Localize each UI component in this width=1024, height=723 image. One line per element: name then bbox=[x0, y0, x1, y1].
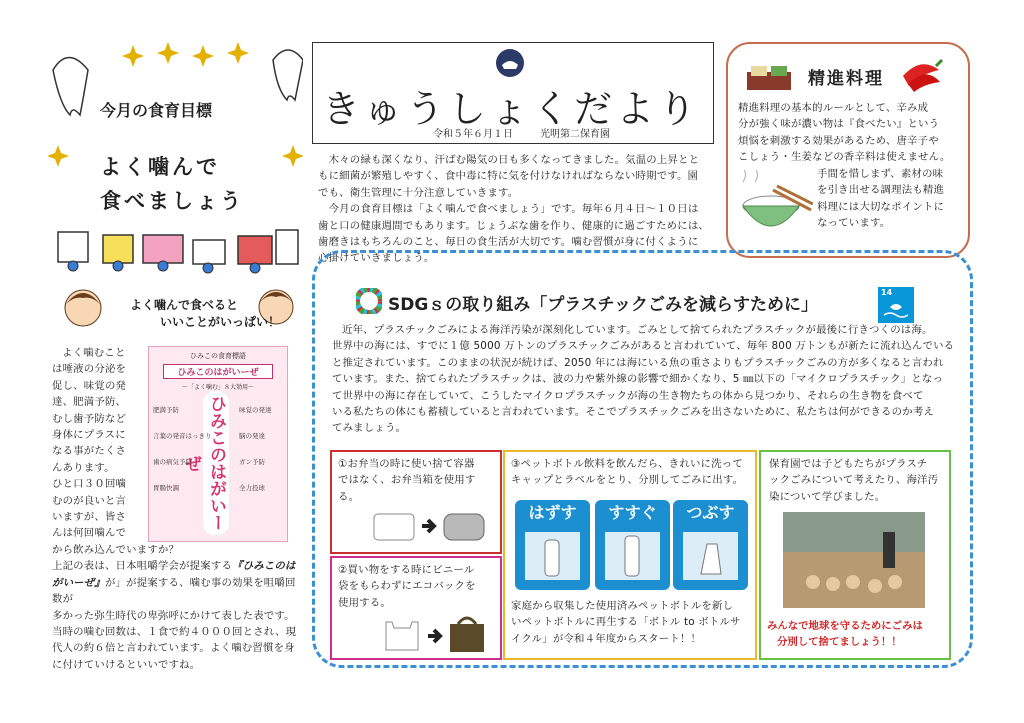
chew-column-text bbox=[52, 345, 144, 542]
poster-item: 歯の病気予防 bbox=[153, 458, 192, 466]
sdg14-badge bbox=[878, 287, 914, 323]
bento-icon bbox=[745, 60, 795, 94]
sdgs-line: いる私たちの体にも蓄積していると言われています。そこでプラスチックごみを出さないために、私たちは何ができるのか考え bbox=[332, 406, 934, 419]
chew-source-line bbox=[52, 558, 302, 574]
sdgs-line: と推定されています。このままの状況が続けば、2050 年には海にいる魚の重さよりもプラスチックごみの方が多くなると言われ bbox=[332, 356, 944, 369]
tip-box-ecobag bbox=[330, 556, 502, 660]
himiko-poster bbox=[148, 346, 288, 542]
chew-line: 促し、味覚の発 bbox=[52, 379, 127, 392]
chew-line: なる事がたくさ bbox=[52, 445, 127, 458]
poster-item: 味覚の発達 bbox=[239, 406, 272, 414]
chew-line: 多かった弥生時代の卑弥呼にかけて表した表です。 bbox=[52, 609, 295, 622]
intro-line: 心掛けていきましょう。 bbox=[318, 252, 435, 265]
chew-line: いますが、皆さ bbox=[52, 511, 127, 524]
step-rinse bbox=[595, 500, 670, 590]
chew-line: から飲み込んでいますか？ bbox=[52, 544, 180, 556]
newsletter-title: きゅうしょくだより bbox=[322, 87, 701, 131]
tip-petbottle-bottom bbox=[511, 598, 741, 647]
tip-line: ③ペットボトル飲料を飲んだら、きれいに洗って bbox=[511, 458, 743, 470]
poster-right-items bbox=[239, 397, 272, 501]
chew-heading-line-2: いいことがいっぱい！ bbox=[160, 315, 281, 329]
intro-line: 歯と口の健康週間でもあります。じょうぶな歯を作り、健康的に過ごすためには、 bbox=[318, 219, 710, 232]
shojin-text-2 bbox=[817, 166, 957, 232]
chew-line: 身体にプラスに bbox=[52, 429, 126, 442]
classroom-photo-art bbox=[783, 512, 925, 608]
warn-line: みんなで地球を守るためにごみは bbox=[767, 620, 923, 632]
classroom-photo bbox=[783, 512, 925, 608]
poster-sub: ～「よく噛む」８大効用～ bbox=[181, 384, 254, 391]
tip-daycare-text bbox=[761, 452, 949, 509]
poster-main: ひみこのはがいーぜ bbox=[163, 364, 273, 379]
poster-item: 脳の発達 bbox=[239, 432, 265, 440]
sdgs-line: て世界中の海に存在していて、こうしたマイクロプラスチックが海の生き物たちの体から見つかり、それらの生き物を食べて bbox=[332, 389, 924, 402]
child-face-icon bbox=[62, 286, 104, 328]
sdgs-wheel-icon bbox=[356, 288, 382, 314]
tip-line: 家庭から収集した使用済みペットボトルを新し bbox=[511, 600, 734, 612]
chew-wide-text bbox=[52, 542, 302, 673]
eco-bag-icon bbox=[382, 612, 492, 654]
bottle-rinse-icon bbox=[595, 526, 670, 586]
tip-line: いペットボトルに再生する「ボトル to ボトルサ bbox=[511, 616, 741, 629]
chili-pepper-icon bbox=[898, 56, 944, 92]
tip-line: る。 bbox=[338, 490, 360, 503]
shojin-line: こしょう・生姜などの香辛料は使えません。 bbox=[738, 151, 951, 164]
chew-heading-line-1: よく噛んで食べると bbox=[130, 298, 239, 312]
chew-line: むし歯予防など bbox=[52, 412, 127, 425]
tip-daycare-warning bbox=[767, 618, 923, 650]
intro-line: もに細菌が繁殖しやすく、食中毒に特に気を付けなければならない時期です。園 bbox=[318, 170, 699, 183]
shojin-line: 煩悩を刺激する効果があるため、唐辛子や bbox=[738, 134, 939, 147]
sdgs-line: 世界中の海には、すでに１億 5000 万トンのプラスチックごみがあると言われていて、毎年 800 万トンもが新たに流れ込んでいる bbox=[332, 340, 955, 353]
warn-line: 分別して捨てましょう！！ bbox=[777, 636, 902, 648]
sdgs-text bbox=[332, 322, 957, 437]
chew-source-prefix: 上記の表は、日本咀嚼学会が提案する bbox=[52, 560, 233, 573]
chew-line: ひと口３０回噛 bbox=[52, 478, 127, 491]
tip-line: 染について学びました。 bbox=[769, 490, 886, 503]
step-crush bbox=[673, 500, 748, 590]
chew-source-title-2: がいーぜ』 bbox=[52, 576, 105, 589]
intro-line: 歯磨きはもちろんのこと、毎日の食生活が大切です。噛む習慣が身に付くように bbox=[318, 236, 699, 249]
newsletter-org: 光明第二保育園 bbox=[540, 129, 610, 140]
sdgs-line: ています。また、捨てられたプラスチックは、波の力や紫外線の影響で細かくなり、5 ㎜以下の「マイクロプラスチック」となっ bbox=[332, 373, 944, 386]
tip-line: 袋をもらわずにエコバックを bbox=[338, 580, 476, 593]
tip-line: ではなく、お弁当箱を使用す bbox=[338, 474, 476, 487]
newsletter-date: 令和５年６月１日 bbox=[433, 129, 513, 140]
step-rinse-label: すすぐ bbox=[608, 503, 657, 522]
shojin-line: 精進料理の基本的ルールとして、辛み成 bbox=[738, 102, 929, 114]
chew-line: 当時の噛む回数は、１食で約４０００回とされ、現 bbox=[52, 626, 297, 639]
poster-left-items bbox=[153, 397, 212, 501]
chew-line: 達、肥満予防、 bbox=[52, 396, 127, 409]
tip-bento-text bbox=[332, 452, 500, 509]
poster-item: 胃腸快調 bbox=[153, 484, 179, 492]
school-logo-icon bbox=[495, 48, 525, 78]
chew-line-rest: が」が提案する、噛む事の効果を咀嚼回数が bbox=[52, 576, 296, 606]
step-remove bbox=[515, 500, 590, 590]
tip-line: イクル」が令和４年度からスタート！！ bbox=[511, 632, 702, 645]
chew-line: は唾液の分泌を bbox=[52, 363, 127, 376]
tip-line: ックごみについて考えたり、海洋汚 bbox=[769, 474, 939, 487]
tip-line: ①お弁当の時に使い捨て容器 bbox=[338, 458, 475, 470]
tip-line: 使用する。 bbox=[338, 596, 391, 609]
shojin-line: を引き出せる調理法も精進 bbox=[817, 184, 945, 197]
poster-item: 肥満予防 bbox=[153, 406, 179, 414]
chew-line: むのが良いと言 bbox=[52, 494, 127, 507]
chew-line: んあります。 bbox=[52, 461, 115, 474]
step-remove-label: はずす bbox=[528, 503, 577, 522]
chew-line: 代人の約６倍と言われています。よく噛む習慣を身 bbox=[52, 642, 295, 655]
shojin-line: 手間を惜しまず、素材の味 bbox=[817, 168, 944, 180]
shojin-line: 料理には大切なポイントに bbox=[817, 200, 945, 213]
poster-top: ひみこの食育標語 bbox=[190, 352, 246, 360]
poster-item: 全力投球 bbox=[239, 484, 265, 492]
tip-line: ②買い物をする時にビニール bbox=[338, 564, 475, 576]
poster-item: ガン予防 bbox=[239, 458, 265, 466]
tip-box-bento bbox=[330, 450, 502, 554]
lunchbox-icon bbox=[372, 508, 492, 546]
chew-line: よく噛むこと bbox=[62, 347, 126, 359]
sdgs-line: 近年、プラスチックごみによる海洋汚染が深刻化しています。ごみとして捨てられたプラスチックが最後に行きつくのは海。 bbox=[342, 324, 933, 336]
chew-heading bbox=[130, 296, 280, 330]
tip-petbottle-text bbox=[505, 452, 755, 493]
sdgs-line: てみましょう。 bbox=[332, 422, 407, 435]
shojin-line: 分が強く味が濃い物は『食べたい』という bbox=[738, 118, 940, 131]
intro-line: でも、衛生管理に十分注意していきます。 bbox=[318, 186, 519, 199]
sdgs-title: SDGｓの取り組み「プラスチックごみを減らすために」 bbox=[388, 295, 818, 315]
bottle-cap-icon bbox=[515, 526, 590, 586]
step-crush-label: つぶす bbox=[686, 503, 735, 522]
rice-bowl-icon bbox=[733, 170, 813, 242]
chew-line: に付けていけるといいですね。 bbox=[52, 658, 201, 671]
chew-line-2 bbox=[52, 575, 302, 608]
tip-line: 保育園では子どもたちがプラスチ bbox=[769, 458, 928, 470]
chew-line: んは何回噛んで bbox=[52, 527, 127, 540]
tip-line: キャップとラベルをとり、分別してごみに出す。 bbox=[511, 474, 744, 487]
shojin-text bbox=[738, 100, 960, 166]
tip-ecobag-text bbox=[332, 558, 500, 615]
chew-source-title: 『ひみこのは bbox=[232, 560, 296, 573]
intro-line: 今月の食育目標は「よく噛んで食べましょう」です。毎年６月４日～１０日は bbox=[318, 203, 699, 216]
shojin-line: なっています。 bbox=[817, 217, 891, 230]
shojin-title: 精進料理 bbox=[808, 69, 884, 89]
poster-vertical-title: ひみこのはがいーぜ bbox=[203, 391, 229, 535]
goal-line-1: よく噛んで bbox=[100, 155, 220, 179]
sdg14-number: 14 bbox=[881, 288, 893, 297]
goal-text bbox=[100, 150, 244, 218]
bottle-crush-icon bbox=[673, 526, 748, 586]
poster-item: 言葉の発音はっきり bbox=[153, 432, 212, 440]
goal-heading: 今月の食育目標 bbox=[100, 101, 213, 120]
intro-line: 木々の緑も深くなり、汗ばむ陽気の日も多くなってきました。気温の上昇とと bbox=[318, 154, 700, 166]
goal-line-2: 食べましょう bbox=[100, 189, 244, 213]
